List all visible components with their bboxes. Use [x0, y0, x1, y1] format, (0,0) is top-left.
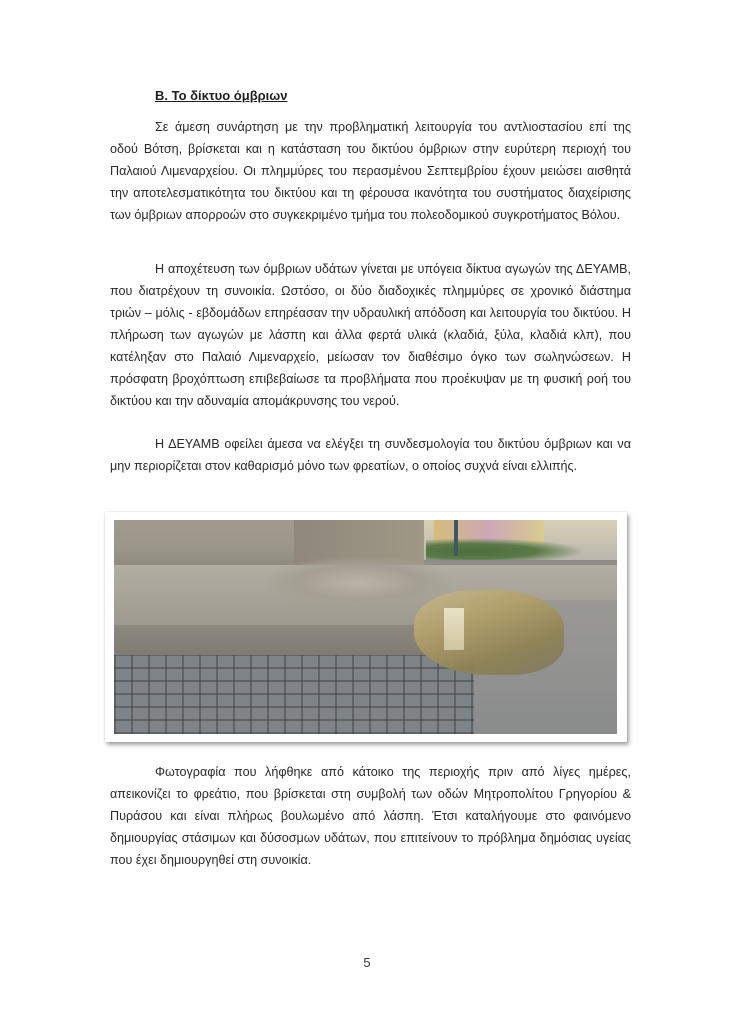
- page-number: 5: [363, 955, 371, 970]
- section-heading: Β. Το δίκτυο όμβριων: [155, 88, 288, 103]
- photo-pole: [454, 520, 458, 556]
- paragraph-drainage-description: Η αποχέτευση των όμβριων υδάτων γίνεται με υπόγεια δίκτυα αγωγών της ΔΕΥΑΜΒ, που διατρέχουν τη συνοικία. Ωστόσο, οι δύο διαδοχικές πλημμύρες σε χρονικό διάστημα τριών – μόλις - εβδομάδων επηρέασαν την υδραυλική απόδοση και λειτουργία του δικτύου. Η πλήρωση των αγωγών με λάσπη και άλλα φερτά υλικά (κλαδιά, ξύλα, κλαδιά κλπ), που κατέληξαν στο Παλαιό Λιμεναρχείο, μείωσαν τον διαθέσιμο όγκο των σωληνώσεων. Η πρόσφατη βροχόπτωση επιβεβαίωσε τα προβλήματα που προέκυψαν με τη φυσική ροή του δικτύου και την αδυναμία απομάκρυνσης του νερού.: [110, 262, 631, 408]
- paragraph-photo-caption: Φωτογραφία που λήφθηκε από κάτοικο της περιοχής πριν από λίγες ημέρες, απεικονίζει το φρεάτιο, που βρίσκεται στη συμβολή των οδών Μητροπολίτου Γρηγορίου & Πυράσου και είναι πλήρως βουλωμένο από λάσπη. Έτσι καταλήγουμε στο φαινόμενο δημιουργίας στάσιμων και δύσοσμων υδάτων, που επιτείνουν το πρόβλημα δημόσιας υγείας που έχει δημιουργηθεί στη συνοικία.: [110, 765, 631, 867]
- paragraph-storm-network-status: Σε άμεση συνάρτηση με την προβληματική λειτουργία του αντλιοστασίου επί της οδού Βότση, βρίσκεται και η κατάσταση του δικτύου όμβριων στην ευρύτερη περιοχή του Παλαιού Λιμεναρχείου. Οι πλημμύρες του περασμένου Σεπτεμβρίου έχουν μειώσει αισθητά την αποτελεσματικότητα του δικτύου και τη φέρουσα ικανότητα του συστήματος διαχείρισης των όμβριων απορροών στο συγκεκριμένο τμήμα του πολεοδομικού συγκροτήματος Βόλου.: [110, 120, 631, 222]
- paragraph-deyamb-recommendation: Η ΔΕΥΑΜΒ οφείλει άμεσα να ελέγξει τη συνδεσμολογία του δικτύου όμβριων και να μην περιορίζεται στον καθαρισμό μόνο των φρεατίων, ο οποίος συχνά είναι ελλιπής.: [110, 437, 631, 473]
- photo-puddle-reflection: [444, 608, 464, 650]
- photo-puddle: [414, 590, 564, 675]
- photo-cobblestones: [114, 655, 474, 734]
- clogged-drain-photo: [114, 520, 617, 734]
- photo-rubble-pile: [264, 556, 454, 601]
- photo-frame: [105, 512, 627, 742]
